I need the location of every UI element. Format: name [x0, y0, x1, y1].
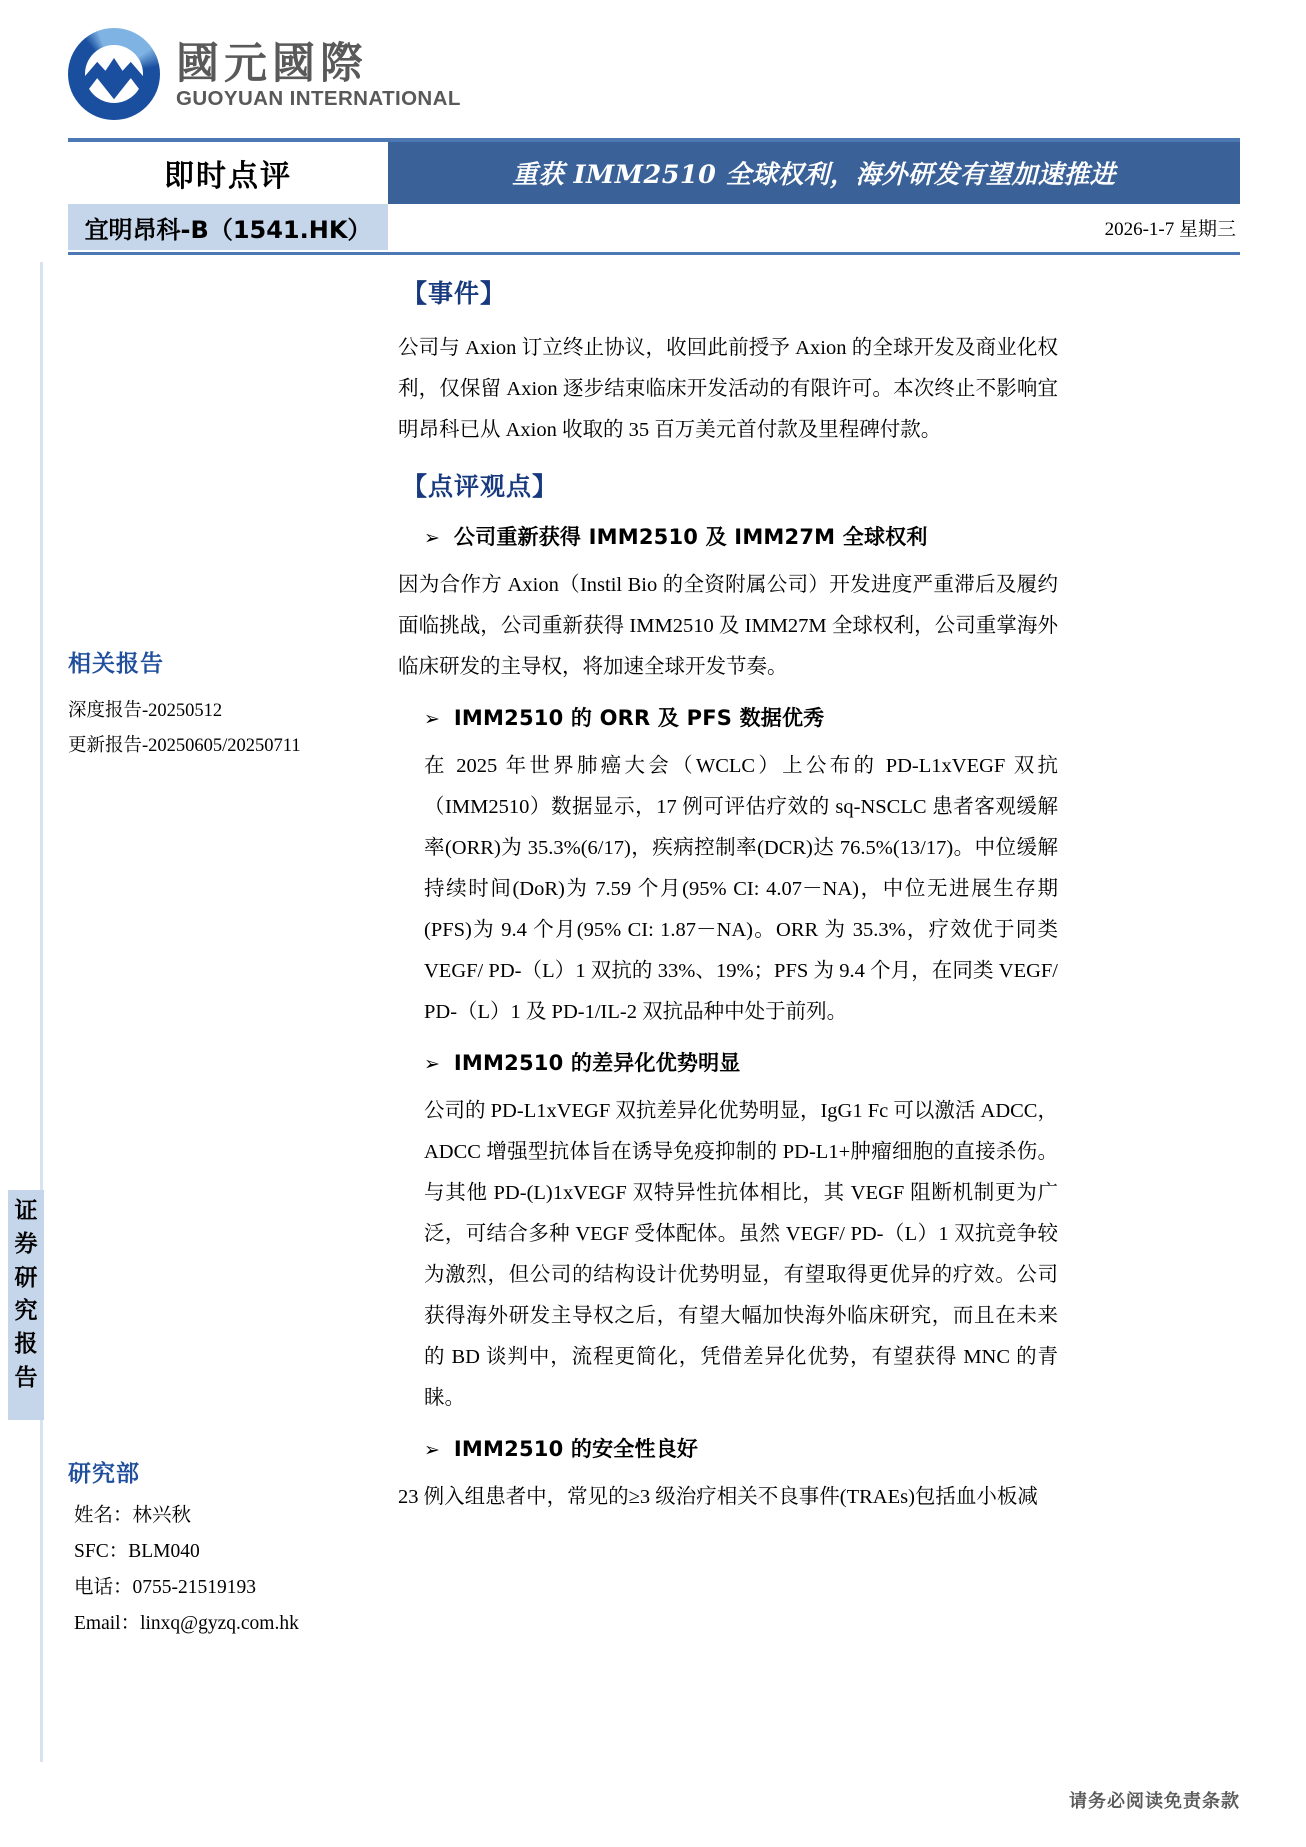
vertical-char-2: 券 — [14, 1231, 38, 1258]
report-date: 2026-1-7 星期三 — [1104, 218, 1236, 240]
bullet-global-rights — [424, 521, 1058, 551]
bullet-differentiation — [424, 1047, 1058, 1077]
paragraph-safety: 23 例入组患者中，常见的≥3 级治疗相关不良事件(TRAEs)包括血小板减 — [398, 1486, 1038, 1508]
analyst-phone: 电话：0755-21519193 — [74, 1577, 256, 1599]
paragraph-global-rights: 因为合作方 Axion（Instil Bio 的全资附属公司）开发进度严重滞后及履约面临挑战，公司重新获得 IMM2510 及 IMM27M 全球权利，公司重掌海外临床研发的主导权，将加速全球开发节奏。 — [398, 574, 1058, 678]
footer-disclaimer: 请务必阅读免责条款 — [1069, 1791, 1240, 1812]
vertical-char-3: 研 — [14, 1264, 38, 1291]
logo-name-en: GUOYUAN INTERNATIONAL — [176, 87, 461, 111]
analyst-email[interactable]: Email：linxq@gyzq.com.hk — [74, 1613, 299, 1635]
bullet-label: 公司重新获得 IMM2510 及 IMM27M 全球权利 — [453, 525, 928, 549]
vertical-char-4: 究 — [14, 1298, 38, 1325]
bullet-arrow-icon: ➢ — [424, 527, 440, 549]
bullet-arrow-icon: ➢ — [424, 708, 440, 730]
report-kind-label: 即时点评 — [68, 142, 388, 204]
event-paragraph: 公司与 Axion 订立终止协议，收回此前授予 Axion 的全球开发及商业化权利，仅保留 Axion 逐步结束临床开发活动的有限许可。本次终止不影响宜明昂科已从 Axion 收取的 35 百万美元首付款及里程碑付款。 — [398, 337, 1058, 441]
bullet-arrow-icon: ➢ — [424, 1439, 440, 1461]
section-heading-event: 【事件】 — [402, 279, 507, 308]
guoyuan-logo-icon — [68, 28, 160, 120]
related-report-item[interactable]: 更新报告-20250605/20250711 — [68, 736, 301, 757]
header-bottom-rule — [68, 252, 1240, 255]
bullet-label: IMM2510 的安全性良好 — [453, 1437, 699, 1461]
vertical-char-1: 证 — [14, 1198, 38, 1224]
vertical-char-5: 报 — [14, 1331, 38, 1358]
paragraph-differentiation: 公司的 PD-L1xVEGF 双抗差异化优势明显，IgG1 Fc 可以激活 ADCC，ADCC 增强型抗体旨在诱导免疫抑制的 PD-L1+肿瘤细胞的直接杀伤。与其他 PD-(L)1xVEGF 双特异性抗体相比，其 VEGF 阻断机制更为广泛，可结合多种 VEGF 受体配体。虽然 VEGF/ PD-（L）1 双抗竞争较为激烈，但公司的结构设计优势明显，有望取得更优异的疗效。公司获得海外研发主导权之后，有望大幅加快海外临床研究，而且在未来的 BD 谈判中，流程更简化，凭借差异化优势，有望获得 MNC 的青睐。 — [424, 1100, 1058, 1409]
bullet-label: IMM2510 的 ORR 及 PFS 数据优秀 — [453, 706, 825, 730]
report-date-wrap — [388, 204, 1240, 250]
header-row — [68, 142, 1240, 204]
section-heading-commentary: 【点评观点】 — [402, 472, 559, 501]
related-reports-block — [68, 645, 388, 764]
analyst-sfc-license: SFC：BLM040 — [74, 1541, 200, 1563]
bullet-safety — [424, 1433, 1058, 1463]
related-report-item[interactable]: 深度报告-20250512 — [68, 701, 223, 721]
vertical-label-text — [8, 1195, 44, 1395]
subheader-row — [68, 204, 1240, 250]
research-department-heading: 研究部 — [68, 1461, 140, 1487]
sidebar-divider — [40, 262, 43, 1762]
report-title: 重获 IMM2510 全球权利，海外研发有望加速推进 — [388, 142, 1240, 204]
report-body — [398, 268, 1058, 1532]
logo-wordmark — [176, 38, 461, 110]
bullet-orr-pfs — [424, 702, 1058, 732]
analyst-name: 姓名：林兴秋 — [74, 1505, 192, 1526]
bullet-arrow-icon: ➢ — [424, 1053, 440, 1075]
related-reports-heading: 相关报告 — [68, 651, 164, 677]
paragraph-orr-pfs: 在 2025 年世界肺癌大会（WCLC）上公布的 PD-L1xVEGF 双抗（IMM2510）数据显示，17 例可评估疗效的 sq-NSCLC 患者客观缓解率(ORR)为 35.3%(6/17)，疾病控制率(DCR)达 76.5%(13/17)。中位缓解持续时间(DoR)为 7.59 个月(95% CI: 4.07－NA)，中位无进展生存期(PFS)为 9.4 个月(95% CI: 1.87－NA)。ORR 为 35.3%，疗效优于同类 VEGF/ PD-（L）1 双抗的 33%、19%；PFS 为 9.4 个月，在同类 VEGF/ PD-（L）1 及 PD-1/IL-2 双抗品种中处于前列。 — [424, 755, 1058, 1023]
logo-name-cn: 國元國際 — [176, 39, 368, 90]
stock-ticker-label: 宜明昂科-B（1541.HK） — [68, 204, 388, 250]
company-logo — [68, 28, 461, 120]
research-department-block — [68, 1455, 388, 1642]
vertical-char-6: 告 — [14, 1364, 38, 1391]
bullet-label: IMM2510 的差异化优势明显 — [453, 1051, 741, 1075]
